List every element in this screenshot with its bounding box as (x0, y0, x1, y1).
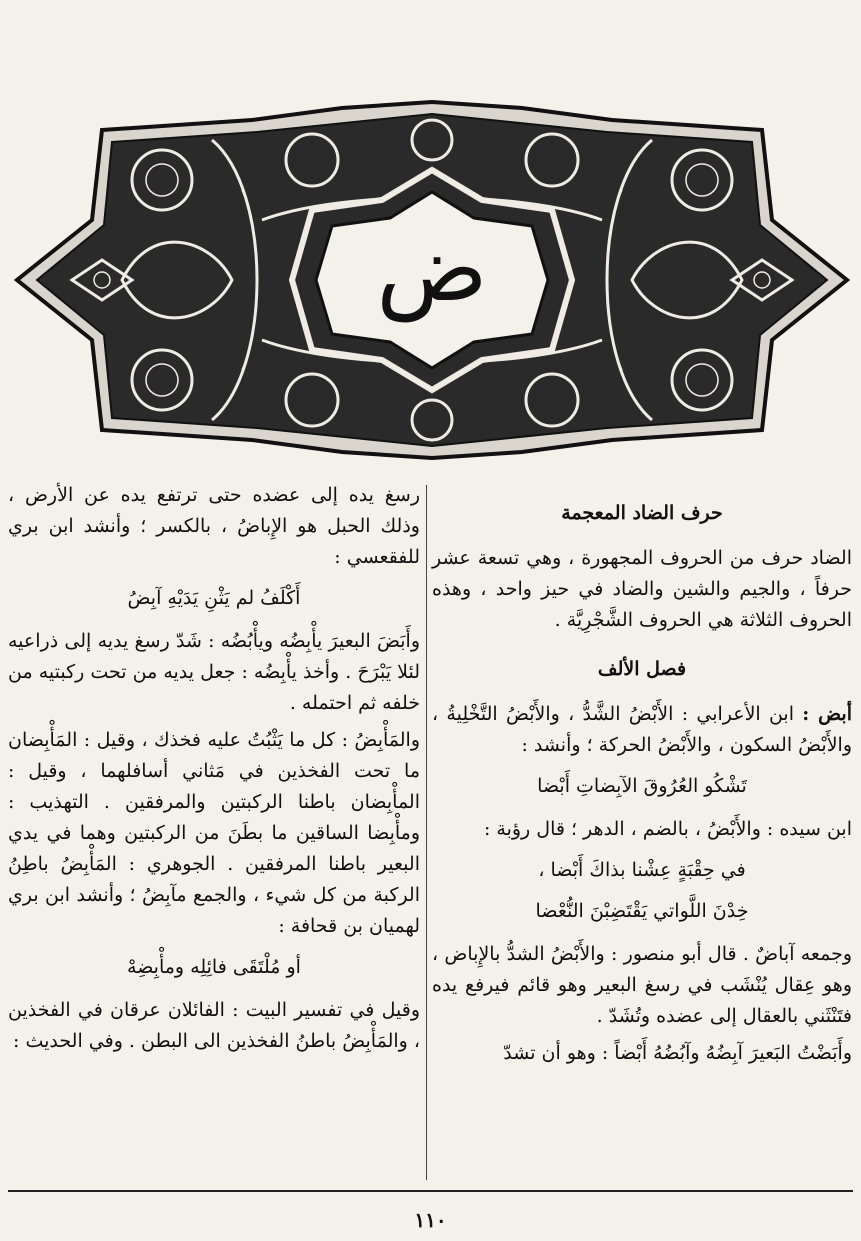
verse-line: خِدْنَ اللَّواتي يَقْتَضِبْنَ النُّعْضا (535, 900, 749, 922)
page-number: ١١٠ (414, 1208, 447, 1232)
verse-line: في حِقْبَةٍ عِشْنا بذاكَ أَبْضا ، (538, 859, 746, 881)
entry-paragraph: والمَأْبِضُ : كل ما يَثْبُتُ عليه فخذك ، وقيل : المَأْبِضان ما تحت الفخذين في مَثاني أسافلهما ، وقيل : المأْبِضان باطنا الركبتين والمرفقين . التهذيب : ومأْبِضا الساقين ما بطَنَ من الركبتين وهما في يدي البعير باطنا المرفقين . الجوهري : المَأْبِضُ باطِنُ الركبة من كل شيء ، والجمع مآبِضُ ؛ وأنشد ابن بري لهميان بن قحافة : (8, 729, 420, 937)
chapter-intro: الضاد حرف من الحروف المجهورة ، وهي تسعة عشر حرفاً ، والجيم والشين والضاد في حيز واحد ، وهذه الحروف الثلاثة هي الحروف الشَّجْرِيَّة . (432, 547, 852, 631)
entry-paragraph: وأَبَضَ البعيرَ يأْبِضُه ويأْبُضُه : شَدّ رسغ يديه إلى ذراعيه لئلا يَبْرَحَ . وأخذ يأْبِضُه : جعل يديه من تحت ركبتيه من خلفه ثم احتمله . (8, 630, 420, 714)
verse-line: تَشْكُو العُرُوقَ الآبِضاتِ أَبْضا (537, 775, 747, 797)
entry-paragraph: وأَبَضْتُ البَعيرَ آبِضُهُ وآبُضُهُ أَبْضاً : وهو أن تشدّ (503, 1042, 852, 1064)
chapter-title: حرف الضاد المعجمة (561, 502, 723, 524)
verse-line: أَكْلَفُ لم يَثْنِ يَدَيْهِ آبِضُ (127, 587, 301, 609)
entry-paragraph: ابن سيده : والأَبْضُ ، بالضم ، الدهر ؛ قال رؤبة : (483, 818, 852, 840)
ornament-letter: ض (376, 215, 488, 322)
entry-paragraph: وقيل في تفسير البيت : الفائلان عرقان في الفخذين ، والمَأْبِضُ باطنُ الفخذين الى البطن . وفي الحديث : (8, 999, 420, 1052)
entry-paragraph (432, 699, 852, 761)
entry-paragraph: رسغ يده إلى عضده حتى ترتفع يده عن الأرض ، وذلك الحبل هو الإِباضُ ، بالكسر ؛ وأنشد ابن بري للفقعسي : (8, 484, 420, 568)
right-column (432, 480, 852, 1185)
left-column (8, 480, 420, 1185)
verse-line: أو مُلْتَقَى فائِلِه ومأْبِضِهْ (127, 956, 301, 978)
entry-text: ابن الأعرابي : الأَبْضُ الشَّدُّ ، والأَبْضُ التَّخْلِيةُ ، والأَبْضُ السكون ، والأَبْضُ الحركة ؛ وأنشد : (432, 703, 852, 756)
column-divider (426, 485, 427, 1180)
entry-paragraph: وجمعه آباضٌ . قال أبو منصور : والأَبْضُ الشدُّ بالإِباض ، وهو عِقال يُنْشَب في رسغ البعير وهو قائم فيرفع يده فتَنْثَني بالعقال إلى عضده وتُشَدّ . (432, 943, 852, 1027)
headword: أبض : (802, 703, 853, 725)
ornamental-header (12, 100, 852, 460)
section-title: فصل الألف (597, 658, 687, 680)
footer-rule (8, 1190, 853, 1192)
